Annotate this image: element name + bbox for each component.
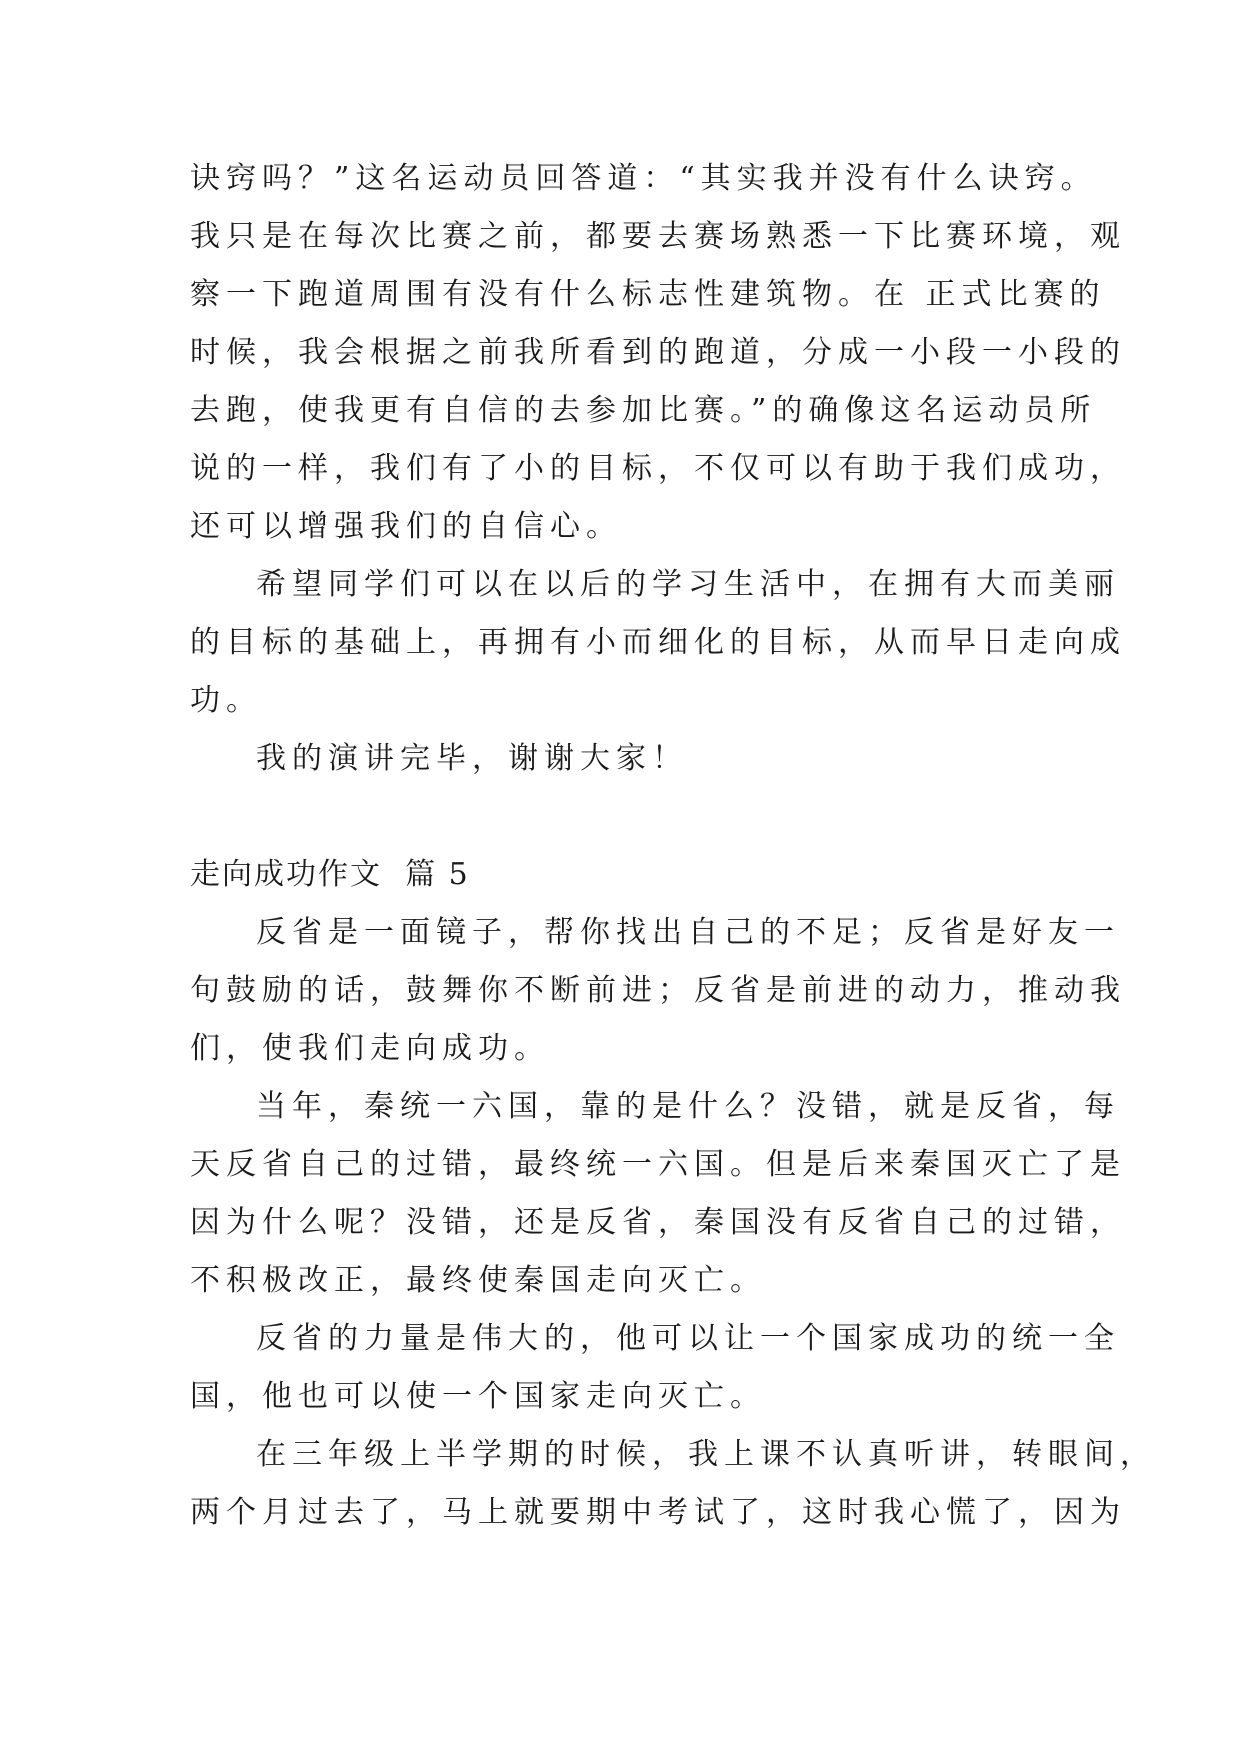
text-line: 察一下跑道周围有没有什么标志性建筑物。在 正式比赛的: [190, 277, 1106, 312]
text-line: 在三年级上半学期的时候，我上课不认真听讲，转眼间，: [256, 1437, 1156, 1472]
text-line: 句鼓励的话，鼓舞你不断前进；反省是前进的动力，推动我: [190, 973, 1126, 1008]
text-line: 两个月过去了，马上就要期中考试了，这时我心慌了，因为: [190, 1495, 1126, 1530]
text-line: 说的一样，我们有了小的目标，不仅可以有助于我们成功，: [190, 451, 1126, 486]
document-page: [190, 150, 1156, 1542]
text-line: 希望同学们可以在以后的学习生活中，在拥有大而美丽: [256, 567, 1120, 602]
text-line: 去跑，使我更有自信的去参加比赛。”的确像这名运动员所: [190, 393, 1097, 428]
text-line: 因为什么呢？没错，还是反省，秦国没有反省自己的过错，: [190, 1205, 1126, 1240]
text-line: 当年，秦统一六国，靠的是什么？没错，就是反省，每: [256, 1089, 1120, 1124]
section-heading: 走向成功作文 篇 5: [190, 857, 470, 892]
text-line: 还可以增强我们的自信心。: [190, 509, 622, 544]
text-line: 功。: [190, 683, 262, 718]
text-line: 国，他也可以使一个国家走向灭亡。: [190, 1379, 766, 1414]
text-line: 我只是在每次比赛之前，都要去赛场熟悉一下比赛环境，观: [190, 219, 1126, 254]
text-line: 反省是一面镜子，帮你找出自己的不足；反省是好友一: [256, 915, 1120, 950]
text-line: 诀窍吗？”这名运动员回答道：“其实我并没有什么诀窍。: [190, 161, 1097, 196]
text-line: 不积极改正，最终使秦国走向灭亡。: [190, 1263, 766, 1298]
text-line: 时候，我会根据之前我所看到的跑道，分成一小段一小段的: [190, 335, 1126, 370]
text-line: 天反省自己的过错，最终统一六国。但是后来秦国灭亡了是: [190, 1147, 1126, 1182]
text-line: 反省的力量是伟大的，他可以让一个国家成功的统一全: [256, 1321, 1120, 1356]
text-line: 们，使我们走向成功。: [190, 1031, 550, 1066]
text-line: 的目标的基础上，再拥有小而细化的目标，从而早日走向成: [190, 625, 1126, 660]
text-line: 我的演讲完毕，谢谢大家！: [256, 741, 688, 776]
